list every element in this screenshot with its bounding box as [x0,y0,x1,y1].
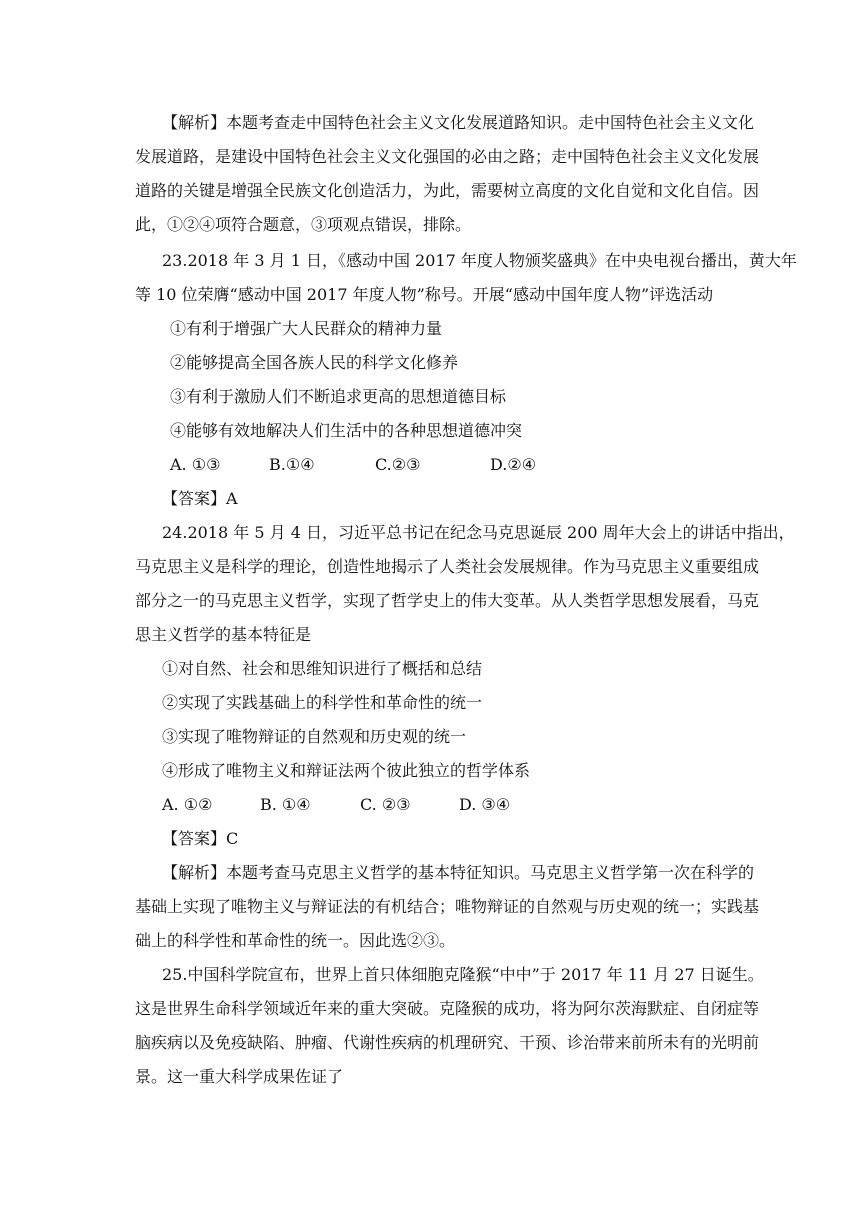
q22-analysis-line-4: 此，①②④项符合题意，③项观点错误，排除。 [135,215,472,234]
q24-choice-c: C. ②③ [360,795,411,814]
q24-analysis-line-2: 基础上实现了唯物主义与辩证法的有机结合；唯物辩证的自然观与历史观的统一；实践基 [135,897,760,916]
q23-choice-b: B.①④ [269,455,315,474]
q24-answer: 【答案】C [162,829,239,848]
q25-stem-line-3: 脑疾病以及免疫缺陷、肿瘤、代谢性疾病的机理研究、干预、诊治带来前所未有的光明前 [135,1033,760,1052]
q22-analysis-line-2: 发展道路，是建设中国特色社会主义文化强国的必由之路；走中国特色社会主义文化发展 [135,147,760,166]
q25-stem-line-1: 25.中国科学院宣布，世界上首只体细胞克隆猴“中中”于 2017 年 11 月 27 日诞生。 [162,965,764,984]
q24-analysis-line-3: 础上的科学性和革命性的统一。因此选②③。 [135,931,456,950]
q23-choice-d: D.②④ [490,455,537,474]
q24-stem-line-3: 部分之一的马克思主义哲学，实现了哲学史上的伟大变革。从人类哲学思想发展看，马克 [135,591,760,610]
q22-analysis-line-1: 【解析】本题考查走中国特色社会主义文化发展道路知识。走中国特色社会主义文化 [162,113,755,132]
q24-item-2: ②实现了实践基础上的科学性和革命性的统一 [162,693,483,712]
q23-item-2: ②能够提高全国各族人民的科学文化修养 [170,353,459,372]
q24-item-4: ④形成了唯物主义和辩证法两个彼此独立的哲学体系 [162,761,531,780]
q23-choice-c: C.②③ [375,455,421,474]
q23-item-1: ①有利于增强广大人民群众的精神力量 [170,319,443,338]
q24-stem-line-1: 24.2018 年 5 月 4 日，习近平总书记在纪念马克思诞辰 200 周年大会上的讲话中指出， [162,523,795,542]
q24-stem-line-2: 马克思主义是科学的理论，创造性地揭示了人类社会发展规律。作为马克思主义重要组成 [135,557,760,576]
q24-choice-d: D. ③④ [459,795,511,814]
q23-stem-line-1: 23.2018 年 3 月 1 日，《感动中国 2017 年度人物颁奖盛典》在中央电视台播出，黄大年 [162,251,797,270]
q23-item-3: ③有利于激励人们不断追求更高的思想道德目标 [170,387,507,406]
q23-item-4: ④能够有效地解决人们生活中的各种思想道德冲突 [170,421,523,440]
q23-choice-a: A. ①③ [170,455,221,474]
q25-stem-line-2: 这是世界生命科学领域近年来的重大突破。克隆猴的成功，将为阿尔茨海默症、自闭症等 [135,999,760,1018]
q22-analysis-line-3: 道路的关键是增强全民族文化创造活力，为此，需要树立高度的文化自觉和文化自信。因 [135,181,760,200]
q23-stem-line-2: 等 10 位荣膺“感动中国 2017 年度人物”称号。开展“感动中国年度人物”评选活动 [135,285,714,304]
q24-choice-b: B. ①④ [260,795,311,814]
q25-stem-line-4: 景。这一重大科学成果佐证了 [135,1067,344,1086]
q24-stem-line-4: 思主义哲学的基本特征是 [135,625,312,644]
q24-choice-a: A. ①② [162,795,213,814]
q24-item-3: ③实现了唯物辩证的自然观和历史观的统一 [162,727,467,746]
q23-answer: 【答案】A [162,489,238,508]
q24-analysis-line-1: 【解析】本题考查马克思主义哲学的基本特征知识。马克思主义哲学第一次在科学的 [162,863,755,882]
q24-item-1: ①对自然、社会和思维知识进行了概括和总结 [162,659,483,678]
